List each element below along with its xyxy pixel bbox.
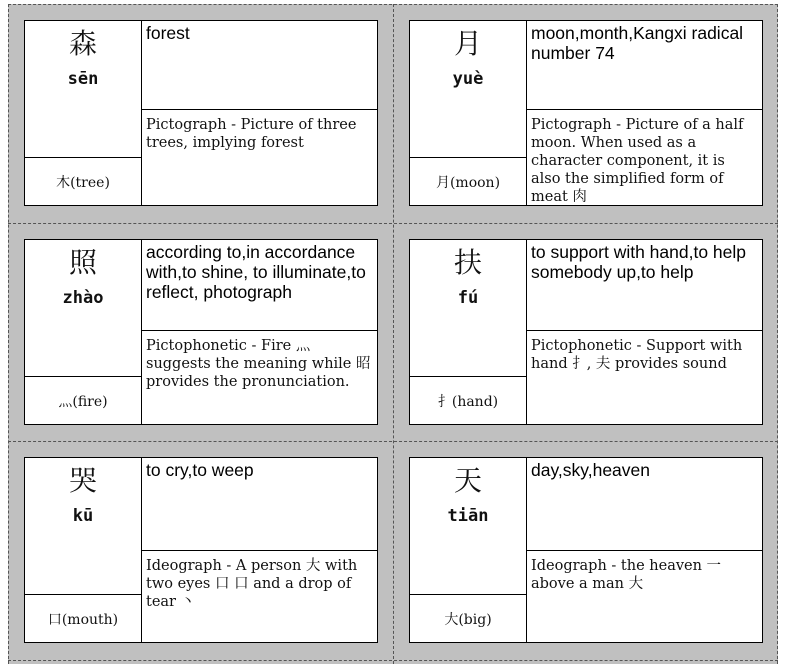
meaning: moon,month,Kangxi radical number 74 [531,23,744,63]
chinese-character: 天 [453,464,482,497]
radical: 灬(fire) [25,376,141,424]
flashcard [24,457,378,643]
cut-line [8,660,778,661]
cut-line [8,4,9,664]
flashcard [409,20,763,206]
radical: 大(big) [410,594,526,642]
flashcard [24,239,378,425]
pinyin: fú [457,288,479,308]
cut-line [8,441,778,442]
explanation: Ideograph - A person 大 with two eyes 口 口 and a drop of tear 丶 [142,550,377,642]
cut-line [393,4,394,664]
flashcard [409,239,763,425]
radical: 木(tree) [25,157,141,205]
meaning: day,sky,heaven [531,460,651,480]
chinese-character: 森 [68,27,97,60]
meaning: to cry,to weep [146,460,254,480]
cut-line [8,4,778,5]
card-left-panel [25,21,142,205]
chinese-character: 月 [453,27,482,60]
chinese-character: 扶 [453,246,482,279]
meaning: forest [146,23,190,43]
pinyin: zhào [62,288,104,308]
radical: 扌(hand) [410,376,526,424]
card-left-panel [410,21,527,205]
explanation: Pictograph - Picture of three trees, implying forest [142,109,377,205]
card-left-panel [410,458,527,642]
card-left-panel [25,458,142,642]
pinyin: tiān [447,506,489,526]
pinyin: kū [72,506,94,526]
radical: 月(moon) [410,157,526,205]
radical: 口(mouth) [25,594,141,642]
flashcard-sheet [8,4,778,664]
explanation: Pictograph - Picture of a half moon. When used as a character component, it is also the simplified form of meat 肉 [527,109,762,205]
flashcard [409,457,763,643]
card-left-panel [410,240,527,424]
explanation: Ideograph - the heaven 一 above a man 大 [527,550,762,642]
pinyin: yuè [452,69,484,89]
chinese-character: 哭 [68,464,97,497]
cut-line [777,4,778,664]
card-left-panel [25,240,142,424]
meaning: to support with hand,to help somebody up,to help [531,242,747,282]
explanation: Pictophonetic - Fire 灬 suggests the meaning while 昭 provides the pronunciation. [142,330,377,424]
flashcard [24,20,378,206]
chinese-character: 照 [68,246,97,279]
pinyin: sēn [67,69,99,89]
meaning: according to,in accordance with,to shine, to illuminate,to reflect, photograph [146,242,366,302]
cut-line [8,223,778,224]
explanation: Pictophonetic - Support with hand 扌, 夫 provides sound [527,330,762,424]
